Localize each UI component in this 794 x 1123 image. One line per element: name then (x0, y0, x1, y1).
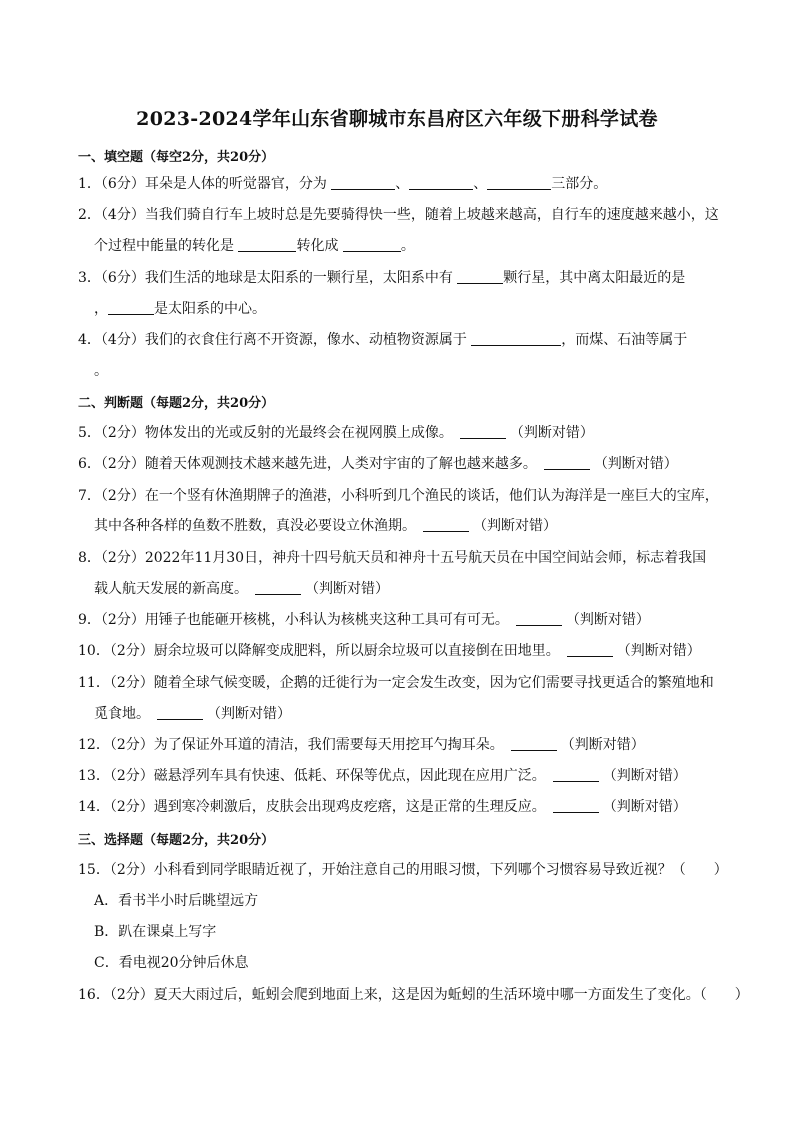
question-13: 13．（2分）磁悬浮列车具有快速、低耗、环保等优点，因此现在应用广泛。 （判断对错） (78, 768, 687, 784)
question-3-line2: ， 是太阳系的中心。 (94, 301, 266, 317)
section-true-false: 二、判断题（每题2分，共20分） (78, 396, 275, 411)
question-7-line2: 其中各种各样的鱼数不胜数，真没必要设立休渔期。 （判断对错） (94, 518, 557, 534)
answer-blank[interactable] (544, 455, 590, 470)
section-multiple-choice: 三、选择题（每题2分，共20分） (78, 833, 275, 848)
answer-blank[interactable] (553, 767, 599, 782)
question-5: 5．（2分）物体发出的光或反射的光最终会在视网膜上成像。 （判断对错） (78, 425, 594, 441)
question-8-line1: 8．（2分）2022年11月30日，神舟十四号航天员和神舟十五号航天员在中国空间站会师，标志着我国 (78, 550, 707, 566)
question-10: 10．（2分）厨余垃圾可以降解变成肥料，所以厨余垃圾可以直接倒在田地里。 （判断对错） (78, 643, 701, 659)
answer-blank[interactable] (331, 175, 395, 190)
question-2-line2: 个过程中能量的转化是 转化成 。 (94, 238, 415, 254)
answer-blank[interactable] (343, 237, 401, 252)
question-15-option-b[interactable]: B．趴在课桌上写字 (94, 924, 217, 940)
answer-blank[interactable] (157, 705, 203, 720)
answer-blank[interactable] (255, 580, 301, 595)
question-3-line1: 3．（6分）我们生活的地球是太阳系的一颗行星，太阳系中有 颗行星，其中离太阳最近的是 (78, 270, 686, 286)
page-title: 2023-2024学年山东省聊城市东昌府区六年级下册科学试卷 (136, 108, 658, 130)
answer-blank[interactable] (553, 798, 599, 813)
answer-blank[interactable] (409, 175, 473, 190)
question-1: 1．（6分）耳朵是人体的听觉器官，分为 、 、 三部分。 (78, 176, 608, 192)
question-14: 14．（2分）遇到寒冷刺激后，皮肤会出现鸡皮疙瘩，这是正常的生理反应。 （判断对错） (78, 799, 687, 815)
question-11-line1: 11．（2分）随着全球气候变暖，企鹅的迁徙行为一定会发生改变，因为它们需要寻找更适合的繁殖地和 (78, 675, 714, 691)
question-8-line2: 载人航天发展的新高度。 （判断对错） (94, 581, 389, 597)
answer-blank[interactable] (516, 611, 562, 626)
question-9: 9．（2分）用锤子也能砸开核桃，小科认为核桃夹这种工具可有可无。 （判断对错） (78, 612, 650, 628)
section-fill-in: 一、填空题（每空2分，共20分） (78, 150, 275, 165)
question-15-stem: 15．（2分）小科看到同学眼睛近视了，开始注意自己的用眼习惯，下列哪个习惯容易导致近视？（ ） (78, 862, 728, 878)
question-2-line1: 2．（4分）当我们骑自行车上坡时总是先要骑得快一些，随着上坡越来越高，自行车的速度越来越小，这 (78, 207, 719, 223)
question-12: 12．（2分）为了保证外耳道的清洁，我们需要每天用挖耳勺掏耳朵。 （判断对错） (78, 737, 645, 753)
answer-blank[interactable] (487, 175, 551, 190)
question-15-option-c[interactable]: C．看电视20分钟后休息 (94, 955, 249, 971)
answer-blank[interactable] (511, 736, 557, 751)
answer-blank[interactable] (460, 424, 506, 439)
question-7-line1: 7．（2分）在一个竖有休渔期牌子的渔港，小科听到几个渔民的谈话，他们认为海洋是一座巨大的宝库， (78, 488, 719, 504)
question-15-option-a[interactable]: A．看书半小时后眺望远方 (94, 893, 259, 909)
question-11-line2: 觅食地。 （判断对错） (94, 706, 291, 722)
answer-blank[interactable] (423, 517, 469, 532)
question-6: 6．（2分）随着天体观测技术越来越先进，人类对宇宙的了解也越来越多。 （判断对错） (78, 456, 678, 472)
question-4-line2: 。 (94, 363, 108, 379)
answer-blank[interactable] (108, 300, 154, 315)
answer-blank[interactable] (238, 237, 296, 252)
answer-blank[interactable] (457, 269, 503, 284)
question-16-stem: 16．（2分）夏天大雨过后，蚯蚓会爬到地面上来，这是因为蚯蚓的生活环境中哪一方面发生了变化。（ ） (78, 987, 749, 1003)
answer-blank[interactable] (471, 331, 561, 346)
question-4-line1: 4．（4分）我们的衣食住行离不开资源，像水、动植物资源属于 ，而煤、石油等属于 (78, 332, 688, 348)
answer-blank[interactable] (567, 642, 613, 657)
